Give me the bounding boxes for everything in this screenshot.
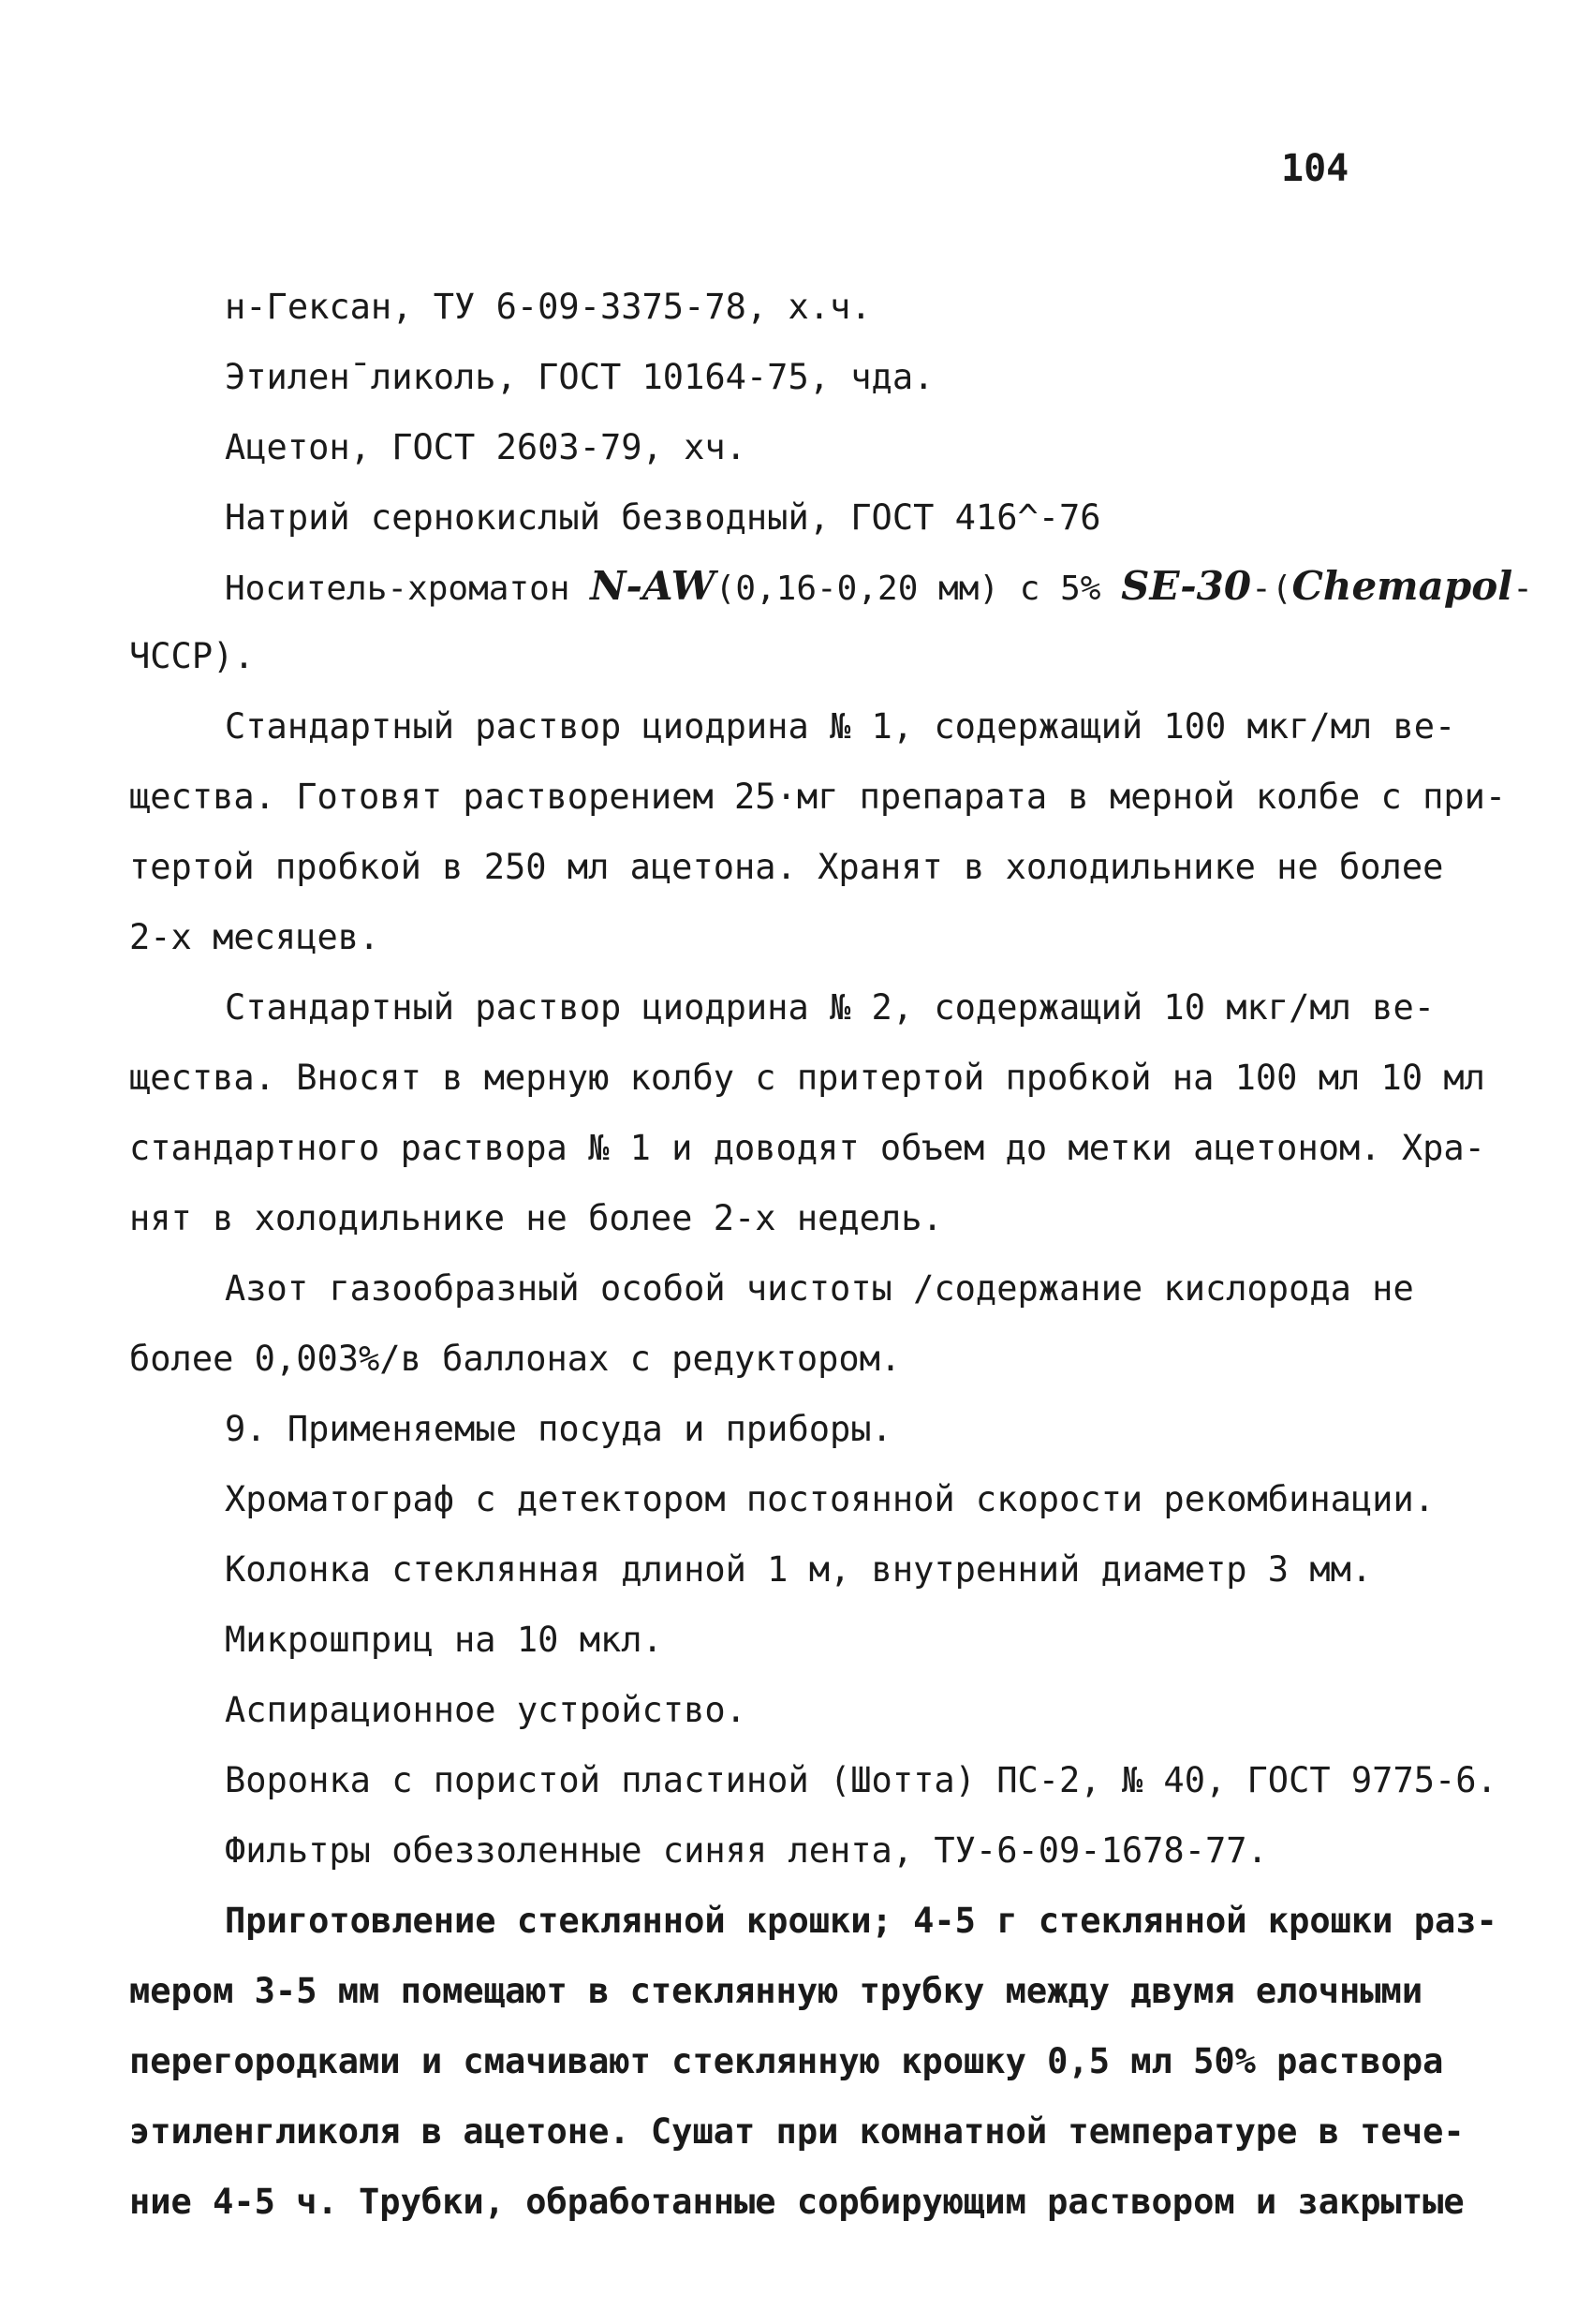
carrier-nav-handwritten: N-AW (590, 563, 715, 609)
glass-chips-line-4: этиленгликоля в ацетоне. Сушат при комнатной температуре в тече- (129, 2111, 1465, 2152)
equipment-chromatograph: Хроматограф с детектором постоянной скорости рекомбинации. (225, 1479, 1436, 1519)
equipment-aspirator: Аспирационное устройство. (225, 1690, 746, 1730)
standard-solution-1-line-4: 2-х месяцев. (129, 917, 380, 957)
carrier-country: ЧССР). (129, 636, 255, 676)
standard-solution-2-line-3: стандартного раствора № 1 и доводят объем до метки ацетоном. Хра- (129, 1128, 1485, 1168)
reagent-carrier (225, 551, 1533, 624)
standard-solution-2-line-4: нят в холодильнике не более 2-х недель. (129, 1198, 943, 1238)
reagent-sodium-sulfate: Натрий сернокислый безводный, ГОСТ 416^-76 (225, 497, 1101, 538)
standard-solution-1-line-3: тертой пробкой в 250 мл ацетона. Хранят в холодильнике не более (129, 847, 1444, 887)
standard-solution-2-line-2: щества. Вносят в мерную колбу с притертой пробкой на 100 мл 10 мл (129, 1058, 1485, 1098)
reagent-hexane: н-Гексан, ТУ 6-09-3375-78, х.ч. (225, 287, 872, 327)
equipment-funnel: Воронка с пористой пластиной (Шотта) ПС-2, № 40, ГОСТ 9775-6. (225, 1760, 1497, 1800)
carrier-dash: - (1512, 570, 1533, 608)
section-heading-equipment: 9. Применяемые посуда и приборы. (225, 1409, 892, 1449)
glass-chips-line-2: мером 3-5 мм помещают в стеклянную трубку между двумя елочными (129, 1971, 1423, 2011)
reagent-ethylene-glycol: Этилен¯ликоль, ГОСТ 10164-75, чда. (225, 357, 935, 397)
glass-chips-line-5: ние 4-5 ч. Трубки, обработанные сорбирующим раствором и закрытые (129, 2182, 1465, 2222)
equipment-microsyringe: Микрошприц на 10 мкл. (225, 1620, 663, 1660)
page-number: 104 (1281, 147, 1349, 190)
carrier-grain-size: (0,16-0,20 мм) с 5% (715, 570, 1122, 608)
equipment-column: Колонка стеклянная длиной 1 м, внутренний диаметр 3 мм. (225, 1549, 1373, 1590)
glass-chips-line-3: перегородками и смачивают стеклянную крошку 0,5 мл 50% раствора (129, 2041, 1444, 2081)
equipment-filters: Фильтры обеззоленные синяя лента, ТУ-6-09-1678-77. (225, 1830, 1268, 1871)
carrier-paren: -( (1251, 570, 1292, 608)
glass-chips-line-1: Приготовление стеклянной крошки; 4-5 г стеклянной крошки раз- (225, 1901, 1497, 1941)
nitrogen-line-1: Азот газообразный особой чистоты /содержание кислорода не (225, 1268, 1414, 1309)
standard-solution-2-line-1: Стандартный раствор циодрина № 2, содержащий 10 мкг/мл ве- (225, 987, 1436, 1028)
carrier-manufacturer-handwritten: Chemapol (1291, 563, 1513, 609)
reagent-acetone: Ацетон, ГОСТ 2603-79, хч. (225, 427, 746, 467)
nitrogen-line-2: более 0,003%/в баллонах с редуктором. (129, 1339, 902, 1379)
standard-solution-1-line-1: Стандартный раствор циодрина № 1, содержащий 100 мкг/мл ве- (225, 706, 1456, 747)
carrier-label: Носитель-хроматон (225, 570, 591, 608)
standard-solution-1-line-2: щества. Готовят растворением 25·мг препарата в мерной колбе с при- (129, 777, 1507, 817)
carrier-phase-handwritten: SE-30 (1121, 563, 1252, 609)
